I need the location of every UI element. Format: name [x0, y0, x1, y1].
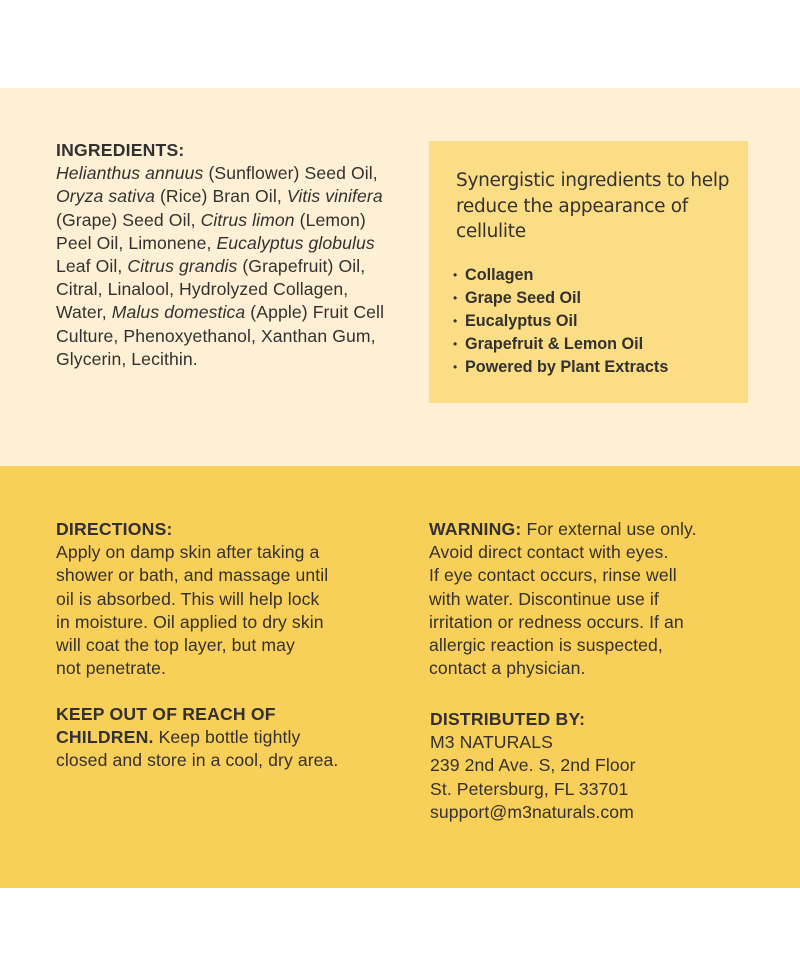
directions-line: in moisture. Oil applied to dry skin: [56, 611, 324, 632]
warning-line: irritation or redness occurs. If an: [429, 611, 684, 632]
keep-out-text: closed and store in a cool, dry area.: [56, 750, 339, 771]
ingredients-section: [56, 139, 386, 371]
ingredient-latin-name: Eucalyptus globulus: [216, 232, 375, 253]
bullet-icon: •: [453, 360, 458, 374]
distributor-section: [430, 708, 760, 824]
list-item: • Powered by Plant Extracts: [453, 356, 668, 379]
warning-line: Avoid direct contact with eyes.: [429, 542, 669, 563]
distributor-heading: DISTRIBUTED BY:: [430, 709, 586, 729]
directions-line: will coat the top layer, but may: [56, 635, 295, 656]
directions-line: oil is absorbed. This will help lock: [56, 588, 320, 609]
ingredient-latin-name: Helianthus annuus: [56, 163, 204, 184]
ingredient-text: (Grapefruit) Oil, Citral, Linalool, Hydrolyzed Collagen, Water,: [56, 256, 366, 323]
callout-title: Synergistic ingredients to help reduce the appearance of cellulite: [456, 170, 730, 242]
ingredient-text: Leaf Oil,: [56, 256, 128, 277]
ingredient-latin-name: Vitis vinifera: [286, 186, 383, 207]
distributor-address: 239 2nd Ave. S, 2nd Floor: [430, 755, 636, 776]
directions-section: [56, 518, 386, 680]
bullet-icon: •: [453, 291, 458, 305]
benefits-callout: [429, 141, 748, 403]
bullet-icon: •: [453, 268, 458, 282]
benefits-list: [453, 264, 668, 379]
ingredient-text: (Lemon) Peel Oil, Limonene,: [56, 209, 366, 253]
warning-line: with water. Discontinue use if: [429, 588, 659, 609]
bullet-icon: •: [453, 314, 458, 328]
bullet-icon: •: [453, 337, 458, 351]
ingredient-latin-name: Malus domestica: [111, 302, 246, 323]
ingredient-text: (Apple) Fruit Cell Culture, Phenoxyethanol, Xanthan Gum, Glycerin, Lecithin.: [56, 302, 385, 369]
ingredients-heading: INGREDIENTS:: [56, 140, 185, 160]
ingredient-text: (Rice) Bran Oil,: [154, 186, 287, 207]
ingredient-latin-name: Oryza sativa: [56, 186, 155, 207]
list-item: • Collagen: [453, 264, 668, 287]
directions-line: shower or bath, and massage until: [56, 565, 329, 586]
keep-out-section: [56, 703, 391, 773]
distributor-name: M3 NATURALS: [430, 732, 553, 753]
warning-heading: WARNING:: [429, 519, 522, 539]
ingredient-latin-name: Citrus limon: [200, 209, 295, 230]
ingredient-latin-name: Citrus grandis: [127, 256, 238, 277]
distributor-city: St. Petersburg, FL 33701: [430, 778, 629, 799]
warning-section: [429, 518, 759, 680]
directions-line: Apply on damp skin after taking a: [56, 542, 320, 563]
list-item: • Grape Seed Oil: [453, 287, 668, 310]
keep-out-heading: KEEP OUT OF REACH OF: [56, 704, 276, 724]
ingredients-list: [56, 162, 386, 371]
warning-text: For external use only.: [521, 519, 697, 539]
ingredient-text: (Grape) Seed Oil,: [56, 209, 201, 230]
warning-line: contact a physician.: [429, 658, 586, 679]
keep-out-text: Keep bottle tightly: [153, 727, 301, 748]
keep-out-heading: CHILDREN.: [56, 727, 154, 748]
list-item: • Eucalyptus Oil: [453, 310, 668, 333]
distributor-email: support@m3naturals.com: [430, 801, 634, 822]
warning-line: If eye contact occurs, rinse well: [429, 565, 677, 586]
directions-line: not penetrate.: [56, 658, 166, 679]
warning-line: allergic reaction is suspected,: [429, 635, 663, 656]
list-item: • Grapefruit & Lemon Oil: [453, 333, 668, 356]
directions-heading: DIRECTIONS:: [56, 519, 173, 539]
ingredient-text: (Sunflower) Seed Oil,: [203, 163, 378, 184]
